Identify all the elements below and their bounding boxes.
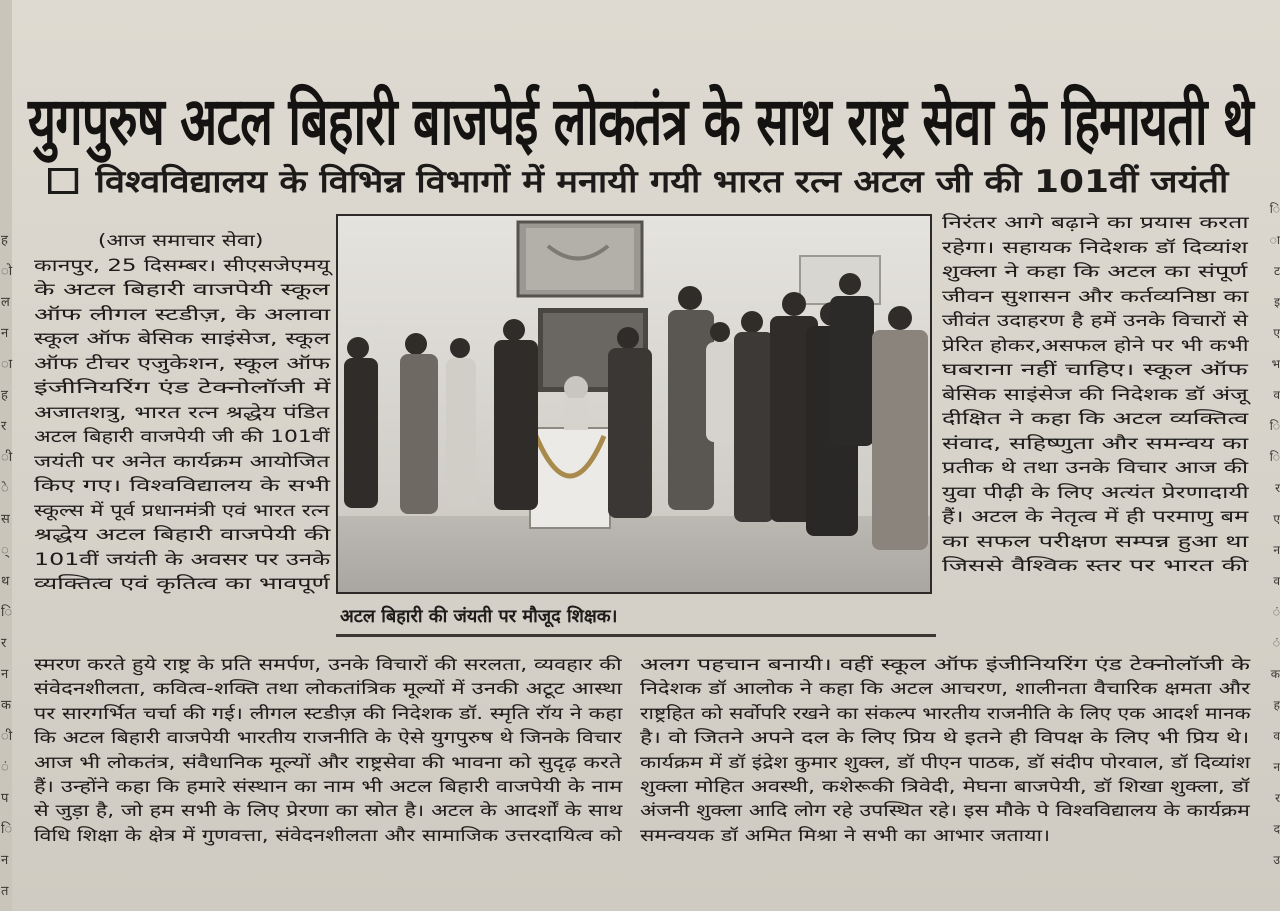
event-photo-image [338, 216, 930, 592]
text-line: ऑफ टीचर एजुकेशन, स्कूल ऑफ [34, 353, 331, 373]
text-line: समन्वयक डॉ अमित मिश्रा ने सभी का आभार जताया। [640, 825, 1051, 845]
checkbox-bullet-icon [48, 168, 78, 194]
text-line: के अटल बिहारी वाजपेयी स्कूल [34, 280, 330, 299]
bottom-right-paragraph [640, 653, 1252, 848]
margin-glyph: व [1273, 574, 1280, 588]
event-photo [336, 214, 932, 594]
margin-glyph: ह [1273, 698, 1280, 712]
subheadline-text: विश्वविद्यालय के विभिन्न विभागों में मनायी गयी भारत रत्न अटल जी की 101वीं जयंती [95, 164, 1229, 200]
margin-glyph: ि [1269, 450, 1280, 464]
headline: युगपुरुष अटल बिहारी बाजपेई लोकतंत्र के साथ राष्ट्र सेवा के हिमायती थे [28, 83, 1254, 161]
text-line: व्यक्तित्व एवं कृतित्व का भावपूर्ण [34, 574, 330, 593]
text-line: जीवंत उदाहरण है हमें उनके विचारों से [942, 311, 1248, 330]
margin-glyph: ह [1, 388, 8, 403]
photo-caption: अटल बिहारी की जंयती पर मौजूद शिक्षक। [340, 606, 618, 627]
left-margin-strip [0, 0, 12, 911]
margin-glyph: ि [1, 605, 13, 620]
text-line: प्रेरित होकर,असफल होने पर भी कभी [942, 335, 1249, 355]
text-line: निदेशक डॉ आलोक ने कहा कि अटल आचरण, शालीनता वैचारिक क्षमता और [640, 679, 1251, 699]
right-margin-strip [1270, 190, 1280, 910]
margin-glyph: ह [1, 233, 8, 248]
text-line: स्कूल्स में पूर्व प्रधानमंत्री एवं भारत रत्न [34, 500, 330, 520]
text-line: इंजीनियरिंग एंड टेक्नोलॉजी में [34, 378, 331, 397]
text-line: निरंतर आगे बढ़ाने का प्रयास करता [942, 213, 1249, 232]
subheadline [48, 160, 1228, 210]
text-line: पर सारगर्भित चर्चा की गई। लीगल स्टडीज़ की निदेशक डॉ. स्मृति रॉय ने कहा [34, 703, 623, 723]
margin-glyph: थ [1, 574, 10, 589]
margin-glyph: ं [1, 760, 9, 775]
text-line: किए गए। विश्वविद्यालय के सभी [34, 476, 331, 495]
margin-glyph: ं [1272, 605, 1280, 619]
text-line: हैं। अटल के नेतृत्व में ही परमाणु बम [942, 507, 1249, 526]
margin-glyph: ि [1, 822, 13, 837]
text-line: हैं। उन्होंने कहा कि हमारे संस्थान का नाम भी अटल बिहारी वाजपेयी के नाम [34, 776, 623, 796]
margin-glyph: प [1, 791, 9, 806]
text-line: जयंती पर अनेत कार्यक्रम आयोजित [34, 451, 330, 471]
text-line: प्रतीक थे तथा उनके विचार आज की [942, 458, 1249, 477]
text-line: बेसिक साइंसेज की निदेशक डॉ अंजू [942, 384, 1248, 404]
margin-glyph: ि [1269, 202, 1280, 216]
margin-glyph: क [1270, 667, 1280, 681]
margin-glyph: र [1, 419, 7, 434]
margin-glyph: द [1273, 822, 1280, 836]
text-line: श्रद्धेय अटल बिहारी वाजपेयी की [34, 525, 331, 544]
margin-glyph: इ [1274, 295, 1280, 309]
text-line: का सफल परीक्षण सम्पन्न हुआ था [942, 531, 1249, 551]
margin-glyph: न [1, 853, 9, 868]
text-line: है। वो जितने अपने दल के लिए प्रिय थे इतने ही विपक्ष के लिए भी प्रिय थे। [640, 728, 1250, 748]
margin-glyph: र [1275, 791, 1280, 805]
margin-glyph: ि [1269, 419, 1280, 433]
margin-glyph: ् [1, 543, 9, 558]
text-line: कि अटल बिहारी वाजपेयी भारतीय राजनीति के ऐसे युगपुरुष थे जिनके विचार [34, 728, 622, 748]
text-line: जीवन सुशासन और कर्तव्यनिष्ठा का [942, 286, 1249, 306]
left-column [34, 229, 334, 597]
margin-glyph: व [1273, 388, 1280, 402]
text-line: स्मरण करते हुये राष्ट्र के प्रति समर्पण, उनके विचारों की सरलता, व्यवहार की [34, 655, 622, 674]
margin-glyph: ा [1269, 233, 1280, 247]
margin-glyph: ल [1, 295, 10, 310]
margin-glyph: ट [1273, 264, 1280, 278]
margin-glyph: व [1273, 729, 1280, 743]
margin-glyph: र [1275, 481, 1280, 495]
bottom-left-paragraph [34, 653, 632, 848]
text-line: 101वीं जयंती के अवसर पर उनके [34, 549, 331, 569]
margin-glyph: उ [1273, 853, 1280, 867]
text-line: शुक्ला मोहित अवस्थी, कशेरूकी त्रिवेदी, मेघना बाजपेयी, डॉ शिखा शुक्ला, डॉ [640, 776, 1250, 796]
byline: (आज समाचार सेवा) [97, 231, 264, 250]
text-line: अजातशत्रु, भारत रत्न श्रद्धेय पंडित [34, 402, 330, 422]
margin-glyph: न [1273, 760, 1280, 774]
margin-glyph: न [1273, 543, 1280, 557]
text-line: युवा पीढ़ी के लिए अत्यंत प्रेरणादायी [942, 482, 1249, 502]
text-line: शुक्ला ने कहा कि अटल का संपूर्ण [942, 262, 1248, 281]
text-line: रहेगा। सहायक निदेशक डॉ दिव्यांश [942, 237, 1248, 257]
margin-glyph: ए [1273, 512, 1280, 526]
text-line: जिससे वैश्विक स्तर पर भारत की [942, 556, 1249, 575]
text-line: अंजनी शुक्ला आदि लोग रहे उपस्थित रहे। इस मौके पे विश्वविद्यालय के कार्यक्रम [640, 801, 1250, 821]
text-line: अटल बिहारी वाजपेयी जी की 101वीं [34, 427, 330, 446]
caption-divider [336, 634, 936, 637]
margin-glyph: ी [1, 729, 13, 744]
margin-glyph: न [1, 326, 9, 341]
text-line: आज भी लोकतंत्र, संवैधानिक मूल्यों और राष्ट्रसेवा की भावना को सुदृढ़ करते [34, 752, 622, 772]
margin-glyph: न [1, 667, 9, 682]
text-line: अलग पहचान बनायी। वहीं स्कूल ऑफ इंजीनियरिंग एंड टेक्नोलॉजी के [640, 655, 1251, 674]
margin-glyph: र [1, 636, 7, 651]
margin-glyph: भ [1271, 357, 1280, 371]
text-line: संवेदनशीलता, कवित्व-शक्ति तथा लोकतांत्रिक मूल्यों में उनकी अटूट आस्था [34, 679, 623, 699]
margin-glyph: क [1, 698, 11, 713]
text-line: कार्यक्रम में डॉ इंद्रेश कुमार शुक्ल, डॉ पीएन पाठक, डॉ संदीप पोरवाल, डॉ दिव्यांश [640, 752, 1251, 772]
text-line: घबराना नहीं चाहिए। स्कूल ऑफ [942, 360, 1248, 379]
margin-glyph: ं [1272, 636, 1280, 650]
margin-glyph: े [1, 481, 9, 496]
margin-glyph: त [1, 884, 9, 899]
text-line: से जुड़ा है, जो हम सभी के लिए प्रेरणा का स्रोत है। अटल के आदर्शों के साथ [34, 801, 623, 821]
right-column [942, 211, 1260, 579]
text-line: विधि शिक्षा के क्षेत्र में गुणवत्ता, संवेदनशीलता और सामाजिक उत्तरदायित्व को [34, 825, 622, 845]
text-line: दीक्षित ने कहा कि अटल व्यक्तित्व [942, 409, 1249, 428]
text-line: ऑफ लीगल स्टडीज़, के अलावा [34, 304, 331, 324]
text-line: कानपुर, 25 दिसम्बर। सीएसजेएमयू [34, 255, 330, 275]
text-line: राष्ट्रहित को सर्वोपरि रखने का संकल्प भारतीय राजनीति के लिए एक आदर्श मानक [640, 703, 1251, 723]
margin-glyph: ा [1, 357, 13, 372]
text-line: संवाद, सहिष्णुता और समन्वय का [942, 433, 1249, 453]
margin-glyph: ए [1273, 326, 1280, 340]
margin-glyph: ो [1, 264, 13, 279]
margin-glyph: स [1, 512, 10, 527]
text-line: स्कूल ऑफ बेसिक साइंसेज, स्कूल [34, 329, 330, 348]
margin-glyph: ी [1, 450, 13, 465]
